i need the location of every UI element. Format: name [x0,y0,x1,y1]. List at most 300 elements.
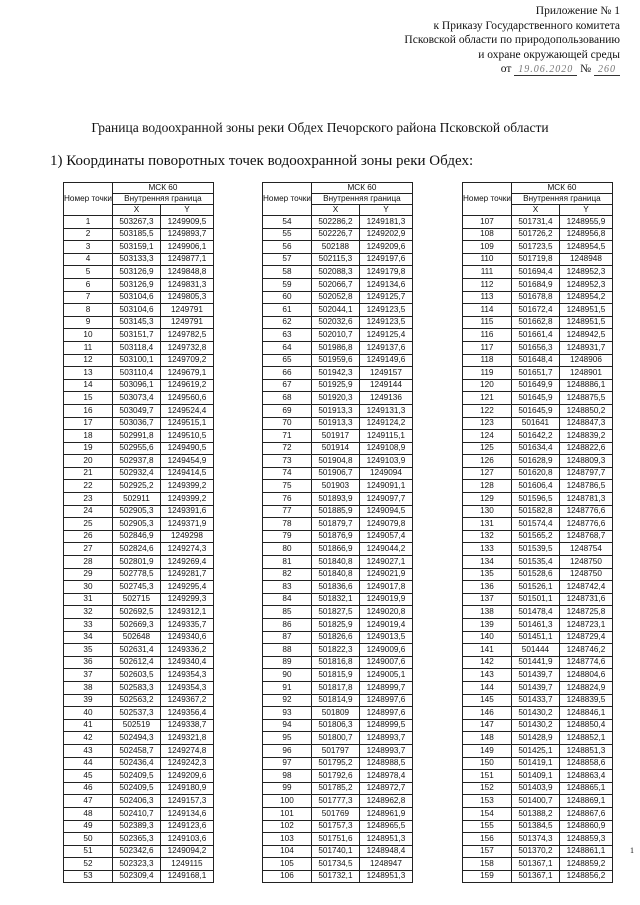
table-row [263,833,413,846]
coordinates-rows [64,216,214,883]
y-coordinate-cell: 1248860,9 [559,820,612,833]
point-number-cell: 45 [64,770,113,783]
y-coordinate-cell: 1248824,9 [559,681,612,694]
table-row [463,593,613,606]
x-coordinate-cell: 501648,4 [511,354,559,367]
y-coordinate-cell: 1248993,7 [359,732,412,745]
x-coordinate-cell: 503100,1 [112,354,160,367]
table-row [463,518,613,531]
y-coordinate-cell: 1248997,6 [359,707,412,720]
point-number-cell: 27 [64,543,113,556]
y-coordinate-cell: 1249209,6 [359,241,412,254]
point-number-cell: 114 [463,304,512,317]
table-row [263,820,413,833]
point-number-cell: 154 [463,807,512,820]
y-coordinate-cell: 1249274,3 [160,543,213,556]
table-row [64,442,214,455]
y-coordinate-cell: 1249399,2 [160,480,213,493]
point-number-cell: 25 [64,518,113,531]
x-coordinate-cell: 503126,9 [112,278,160,291]
table-row [64,656,214,669]
y-coordinate-cell: 1249149,6 [359,354,412,367]
y-coordinate-cell: 1249115,1 [359,430,412,443]
table-row [263,341,413,354]
y-coordinate-cell: 1249202,9 [359,228,412,241]
point-number-cell: 71 [263,430,312,443]
x-coordinate-cell: 501751,6 [311,833,359,846]
x-coordinate-cell: 503104,6 [112,291,160,304]
y-coordinate-cell: 1248729,4 [559,631,612,644]
point-number-cell: 72 [263,442,312,455]
x-coordinate-cell: 501430,2 [511,707,559,720]
header-coordinate-system: МСК 60 [311,183,412,194]
x-coordinate-cell: 501817,8 [311,681,359,694]
x-coordinate-cell: 502406,3 [112,795,160,808]
table-row [64,770,214,783]
table-row [463,744,613,757]
x-coordinate-cell: 501565,2 [511,530,559,543]
y-coordinate-cell: 1248999,7 [359,681,412,694]
point-number-cell: 42 [64,732,113,745]
point-number-cell: 92 [263,694,312,707]
y-coordinate-cell: 1248725,8 [559,606,612,619]
table-row [64,216,214,229]
y-coordinate-cell: 1249367,2 [160,694,213,707]
table-row [263,744,413,757]
table-row [463,556,613,569]
x-coordinate-cell: 502066,7 [311,278,359,291]
point-number-cell: 14 [64,379,113,392]
document-title: Граница водоохранной зоны реки Обдех Печорского района Псковской области [91,120,549,135]
point-number-cell: 156 [463,833,512,846]
header-boundary: Внутренняя граница [112,194,213,205]
x-coordinate-cell: 501785,2 [311,782,359,795]
x-coordinate-cell: 501840,8 [311,556,359,569]
header-coordinate-system: МСК 60 [112,183,213,194]
x-coordinate-cell: 502846,9 [112,530,160,543]
point-number-cell: 109 [463,241,512,254]
point-number-cell: 104 [263,845,312,858]
y-coordinate-cell: 1249125,7 [359,291,412,304]
table-row [263,291,413,304]
x-coordinate-cell: 501777,3 [311,795,359,808]
x-coordinate-cell: 501409,1 [511,770,559,783]
point-number-cell: 126 [463,455,512,468]
x-coordinate-cell: 501836,6 [311,581,359,594]
y-coordinate-cell: 1249209,6 [160,770,213,783]
table-row [463,417,613,430]
y-coordinate-cell: 1249013,5 [359,631,412,644]
point-number-cell: 137 [463,593,512,606]
table-row [263,442,413,455]
table-row [263,367,413,380]
table-row [463,707,613,720]
table-row [463,316,613,329]
x-coordinate-cell: 502631,4 [112,644,160,657]
x-coordinate-cell: 502494,3 [112,732,160,745]
x-coordinate-cell: 502801,9 [112,556,160,569]
x-coordinate-cell: 502911 [112,493,160,506]
point-number-cell: 143 [463,669,512,682]
point-number-cell: 128 [463,480,512,493]
y-coordinate-cell: 1249019,9 [359,593,412,606]
point-number-cell: 7 [64,291,113,304]
x-coordinate-cell: 502188 [311,241,359,254]
table-row [64,619,214,632]
table-row [463,329,613,342]
table-row [463,228,613,241]
table-row [463,379,613,392]
x-coordinate-cell: 501430,2 [511,719,559,732]
x-coordinate-cell: 502286,2 [311,216,359,229]
x-coordinate-cell: 501645,9 [511,404,559,417]
table-row [463,442,613,455]
point-number-cell: 113 [463,291,512,304]
table-row [263,631,413,644]
x-coordinate-cell: 501641 [511,417,559,430]
y-coordinate-cell: 1249097,7 [359,493,412,506]
table-row [463,845,613,858]
y-coordinate-cell: 1249005,1 [359,669,412,682]
x-coordinate-cell: 501826,6 [311,631,359,644]
table-row [64,757,214,770]
x-coordinate-cell: 501866,9 [311,543,359,556]
y-coordinate-cell: 1248999,5 [359,719,412,732]
x-coordinate-cell: 501913,3 [311,417,359,430]
y-coordinate-cell: 1248951,3 [359,833,412,846]
table-row [263,707,413,720]
table-row [64,404,214,417]
x-coordinate-cell: 501439,7 [511,669,559,682]
table-row [463,770,613,783]
y-coordinate-cell: 1248865,1 [559,782,612,795]
table-row [64,430,214,443]
y-coordinate-cell: 1248852,1 [559,732,612,745]
x-coordinate-cell: 501885,9 [311,505,359,518]
y-coordinate-cell: 1249131,3 [359,404,412,417]
x-coordinate-cell: 502226,7 [311,228,359,241]
point-number-cell: 6 [64,278,113,291]
point-number-cell: 48 [64,807,113,820]
x-coordinate-cell: 502905,3 [112,518,160,531]
y-coordinate-cell: 1249007,6 [359,656,412,669]
point-number-cell: 54 [263,216,312,229]
point-number-cell: 107 [463,216,512,229]
table-row [463,480,613,493]
x-coordinate-cell: 502519 [112,719,160,732]
y-coordinate-cell: 1248961,9 [359,807,412,820]
x-coordinate-cell: 501795,2 [311,757,359,770]
point-number-cell: 41 [64,719,113,732]
header-committee-line: Псковской области по природопользованию [404,34,620,46]
y-coordinate-cell: 1248972,7 [359,782,412,795]
x-coordinate-cell: 502537,3 [112,707,160,720]
point-number-cell: 150 [463,757,512,770]
x-coordinate-cell: 502745,3 [112,581,160,594]
y-coordinate-cell: 1249524,4 [160,404,213,417]
x-coordinate-cell: 501814,9 [311,694,359,707]
point-number-cell: 88 [263,644,312,657]
point-number-cell: 83 [263,581,312,594]
point-number-cell: 91 [263,681,312,694]
coordinates-rows [263,216,413,883]
x-coordinate-cell: 501723,5 [511,241,559,254]
header-appendix-label: Приложение № 1 [535,5,620,17]
y-coordinate-cell: 1248768,7 [559,530,612,543]
y-coordinate-cell: 1249560,6 [160,392,213,405]
y-coordinate-cell: 1249180,9 [160,782,213,795]
y-coordinate-cell: 1249909,5 [160,216,213,229]
x-coordinate-cell: 503049,7 [112,404,160,417]
date-value: 19.06.2020 [514,64,577,76]
x-coordinate-cell: 501827,5 [311,606,359,619]
table-row [64,820,214,833]
y-coordinate-cell: 1248965,5 [359,820,412,833]
y-coordinate-cell: 1249831,3 [160,278,213,291]
table-row [263,694,413,707]
point-number-cell: 12 [64,354,113,367]
table-row [64,304,214,317]
x-coordinate-cell: 503036,7 [112,417,160,430]
table-row [263,430,413,443]
y-coordinate-cell: 1249805,3 [160,291,213,304]
y-coordinate-cell: 1249371,9 [160,518,213,531]
y-coordinate-cell: 1248851,3 [559,744,612,757]
x-coordinate-cell: 503159,1 [112,241,160,254]
point-number-cell: 155 [463,820,512,833]
x-coordinate-cell: 501876,9 [311,530,359,543]
x-coordinate-cell: 502323,3 [112,858,160,871]
table-row [463,467,613,480]
table-row [463,278,613,291]
table-row [463,568,613,581]
x-coordinate-cell: 501645,9 [511,392,559,405]
x-coordinate-cell: 501419,1 [511,757,559,770]
y-coordinate-cell: 1249124,2 [359,417,412,430]
point-number-cell: 9 [64,316,113,329]
order-number: 260 [594,64,620,76]
table-row [463,367,613,380]
table-row [64,593,214,606]
x-coordinate-cell: 501662,8 [511,316,559,329]
y-coordinate-cell: 1248746,2 [559,644,612,657]
y-coordinate-cell: 1249490,5 [160,442,213,455]
point-number-cell: 81 [263,556,312,569]
y-coordinate-cell: 1248809,3 [559,455,612,468]
y-coordinate-cell: 1249414,5 [160,467,213,480]
table-row [263,757,413,770]
point-number-cell: 135 [463,568,512,581]
table-row [463,430,613,443]
y-coordinate-cell: 1249103,6 [160,833,213,846]
y-coordinate-cell: 1248952,3 [559,278,612,291]
section-heading: 1) Координаты поворотных точек водоохранной зоны реки Обдех: [50,153,474,169]
x-coordinate-cell: 501904,8 [311,455,359,468]
x-coordinate-cell: 502458,7 [112,744,160,757]
table-row [263,379,413,392]
y-coordinate-cell: 1248850,2 [559,404,612,417]
x-coordinate-cell: 501367,1 [511,858,559,871]
y-coordinate-cell: 1248754 [559,543,612,556]
point-number-cell: 49 [64,820,113,833]
y-coordinate-cell: 1249732,8 [160,341,213,354]
x-coordinate-cell: 502955,6 [112,442,160,455]
table-row [263,770,413,783]
y-coordinate-cell: 1249340,4 [160,656,213,669]
point-number-cell: 111 [463,266,512,279]
table-row [64,518,214,531]
point-number-cell: 4 [64,253,113,266]
y-coordinate-cell: 1249356,4 [160,707,213,720]
x-coordinate-cell: 501800,7 [311,732,359,745]
y-coordinate-cell: 1249391,6 [160,505,213,518]
table-row [64,543,214,556]
x-coordinate-cell: 501441,9 [511,656,559,669]
point-number-cell: 37 [64,669,113,682]
y-coordinate-cell: 1249354,3 [160,669,213,682]
point-number-cell: 145 [463,694,512,707]
header-environment-line: и охране окружающей среды [478,48,620,61]
point-number-cell: 159 [463,870,512,883]
y-coordinate-cell: 1249009,6 [359,644,412,657]
y-coordinate-cell: 1248901 [559,367,612,380]
x-coordinate-cell: 501825,9 [311,619,359,632]
point-number-cell: 73 [263,455,312,468]
point-number-cell: 43 [64,744,113,757]
point-number-cell: 129 [463,493,512,506]
point-number-cell: 15 [64,392,113,405]
y-coordinate-cell: 1248954,2 [559,291,612,304]
point-number-cell: 65 [263,354,312,367]
point-number-cell: 79 [263,530,312,543]
x-coordinate-cell: 501920,3 [311,392,359,405]
table-row [64,530,214,543]
x-coordinate-cell: 501444 [511,644,559,657]
x-coordinate-cell: 502905,3 [112,505,160,518]
table-row [64,316,214,329]
table-row [64,707,214,720]
point-number-cell: 151 [463,770,512,783]
point-number-cell: 55 [263,228,312,241]
table-row [64,631,214,644]
y-coordinate-cell: 1249134,6 [160,807,213,820]
table-row [463,354,613,367]
point-number-cell: 2 [64,228,113,241]
y-coordinate-cell: 1248978,4 [359,770,412,783]
point-number-cell: 75 [263,480,312,493]
table-row [263,278,413,291]
x-coordinate-cell: 501606,4 [511,480,559,493]
point-number-cell: 86 [263,619,312,632]
table-row [263,858,413,871]
y-coordinate-cell: 1248850,4 [559,719,612,732]
x-coordinate-cell: 501917 [311,430,359,443]
x-coordinate-cell: 503118,4 [112,341,160,354]
header-point-number: Номер точки [463,183,512,216]
point-number-cell: 117 [463,341,512,354]
point-number-cell: 89 [263,656,312,669]
x-coordinate-cell: 501672,4 [511,304,559,317]
table-row [263,719,413,732]
y-coordinate-cell: 1249298 [160,530,213,543]
point-number-cell: 115 [463,316,512,329]
x-coordinate-cell: 501959,6 [311,354,359,367]
table-row [463,694,613,707]
y-coordinate-cell: 1248804,6 [559,669,612,682]
y-coordinate-cell: 1249848,8 [160,266,213,279]
header-x: X [311,205,359,216]
table-row [64,241,214,254]
y-coordinate-cell: 1248962,8 [359,795,412,808]
table-row [463,266,613,279]
x-coordinate-cell: 501893,9 [311,493,359,506]
point-number-cell: 87 [263,631,312,644]
x-coordinate-cell: 501403,9 [511,782,559,795]
point-number-cell: 118 [463,354,512,367]
point-number-cell: 40 [64,707,113,720]
point-number-cell: 13 [64,367,113,380]
point-number-cell: 131 [463,518,512,531]
table-row [463,820,613,833]
x-coordinate-cell: 501539,5 [511,543,559,556]
table-row [64,568,214,581]
table-row [263,253,413,266]
table-row [263,581,413,594]
table-row [64,858,214,871]
y-coordinate-cell: 1248886,1 [559,379,612,392]
point-number-cell: 99 [263,782,312,795]
y-coordinate-cell: 1249019,4 [359,619,412,632]
table-row [263,807,413,820]
x-coordinate-cell: 501879,7 [311,518,359,531]
x-coordinate-cell: 501400,7 [511,795,559,808]
y-coordinate-cell: 1248869,1 [559,795,612,808]
x-coordinate-cell: 503185,5 [112,228,160,241]
coordinates-rows [463,216,613,883]
y-coordinate-cell: 1249125,4 [359,329,412,342]
point-number-cell: 139 [463,619,512,632]
point-number-cell: 124 [463,430,512,443]
y-coordinate-cell: 1248846,1 [559,707,612,720]
y-coordinate-cell: 1249454,9 [160,455,213,468]
y-coordinate-cell: 1249108,9 [359,442,412,455]
y-coordinate-cell: 1249399,2 [160,493,213,506]
table-row [463,870,613,883]
header-boundary: Внутренняя граница [511,194,612,205]
y-coordinate-cell: 1249027,1 [359,556,412,569]
table-row [463,732,613,745]
x-coordinate-cell: 501809 [311,707,359,720]
table-row [263,644,413,657]
y-coordinate-cell: 1249274,8 [160,744,213,757]
x-coordinate-cell: 501740,1 [311,845,359,858]
y-coordinate-cell: 1249057,4 [359,530,412,543]
x-coordinate-cell: 501596,5 [511,493,559,506]
x-coordinate-cell: 502115,3 [311,253,359,266]
x-coordinate-cell: 501526,1 [511,581,559,594]
table-row [463,455,613,468]
y-coordinate-cell: 1249791 [160,304,213,317]
point-number-cell: 158 [463,858,512,871]
point-number-cell: 105 [263,858,312,871]
number-label: № [580,63,592,75]
x-coordinate-cell: 503133,3 [112,253,160,266]
point-number-cell: 3 [64,241,113,254]
table-row [64,681,214,694]
point-number-cell: 62 [263,316,312,329]
table-row [64,719,214,732]
y-coordinate-cell: 1248867,6 [559,807,612,820]
